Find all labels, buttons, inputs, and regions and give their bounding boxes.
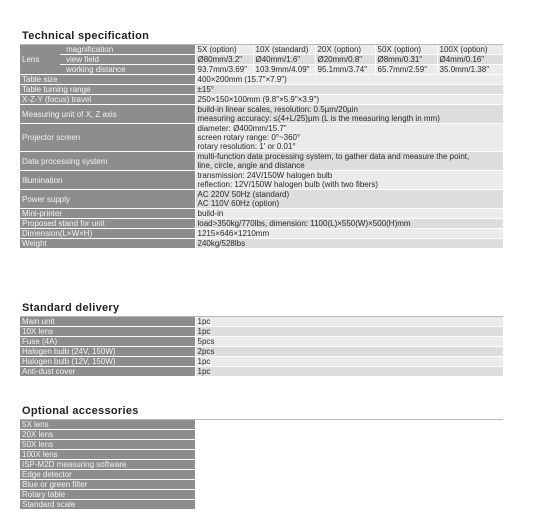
standard-delivery-title: Standard delivery	[22, 302, 120, 314]
lens-value: 20X (option)	[315, 45, 375, 55]
spec-value-line: AC 110V 60Hz (option)	[197, 199, 280, 208]
spec-value-line: 1215×646×1210mm	[197, 229, 270, 238]
accessory-row-fill	[195, 470, 503, 480]
spec-row	[20, 152, 503, 171]
spec-row	[20, 85, 503, 95]
delivery-item-quantity: 5pcs	[195, 337, 503, 347]
accessory-row	[20, 470, 503, 480]
delivery-item-quantity: 1pc	[195, 327, 503, 337]
spec-label: Data processing system	[20, 152, 195, 171]
delivery-item-label: Fuse (4A)	[20, 337, 195, 347]
accessory-row-fill	[195, 480, 503, 490]
delivery-item-label: Halogen bulb (12V, 150W)	[20, 357, 195, 367]
spec-value	[195, 229, 503, 239]
lens-value: 95.1mm/3.74"	[315, 65, 375, 75]
spec-value-line: transmission: 24V/150W halogen bulb	[197, 171, 333, 180]
spec-value	[195, 85, 503, 95]
spec-label: Table turning range	[20, 85, 195, 95]
accessory-row-fill	[195, 490, 503, 500]
spec-value	[195, 219, 503, 229]
lens-row-label: working distance	[60, 65, 195, 75]
spec-value	[195, 190, 503, 209]
spec-value-line: 240kg/528lbs	[197, 239, 246, 248]
delivery-item-label: Anti-dust cover	[20, 367, 195, 377]
spec-label: Weight	[20, 239, 195, 249]
spec-value-line: 250×150×100mm (9.8"×5.9"×3.9")	[197, 95, 319, 104]
spec-row	[20, 75, 503, 85]
spec-value	[195, 75, 503, 85]
spec-label: Mini-printer	[20, 209, 195, 219]
optional-accessories-table	[20, 420, 503, 510]
accessory-row-fill	[195, 430, 503, 440]
delivery-item-quantity: 1pc	[195, 317, 503, 327]
lens-value: Ø20mm/0.8"	[315, 55, 375, 65]
accessory-row	[20, 440, 503, 450]
spec-value-line: reflection: 12V/150W halogen bulb (with two fibers)	[197, 180, 379, 189]
spec-value-line: multi-function data processing system, to gather data and measure the point,	[197, 152, 470, 161]
lens-value: Ø80mm/3.2"	[195, 55, 253, 65]
spec-label: Proposed stand for unit	[20, 219, 195, 229]
accessory-item-label: 50X lens	[20, 440, 195, 450]
spec-row	[20, 219, 503, 229]
delivery-item-label: Halogen bulb (24V, 150W)	[20, 347, 195, 357]
accessory-item-label: Blue or green filter	[20, 480, 195, 490]
spec-value-line: build-in	[197, 209, 224, 218]
spec-row	[20, 229, 503, 239]
delivery-row	[20, 367, 503, 377]
lens-value: 65.7mm/2.59"	[375, 65, 437, 75]
optional-accessories-title: Optional accessories	[22, 405, 139, 417]
spec-value	[195, 152, 503, 171]
accessory-row	[20, 430, 503, 440]
spec-label: X-Z-Y (focus) travel	[20, 95, 195, 105]
accessory-item-label: 5X lens	[20, 420, 195, 430]
lens-value: 10X (standard)	[253, 45, 315, 55]
technical-spec-table	[20, 45, 503, 249]
lens-value: 35.0mm/1.38"	[437, 65, 503, 75]
accessory-item-label: 20X lens	[20, 430, 195, 440]
spec-value-line: build-in linear scales, resolution: 0.5µm/20µin	[197, 105, 358, 114]
accessory-row	[20, 450, 503, 460]
delivery-row	[20, 317, 503, 327]
spec-label: Dimension(L×W×H)	[20, 229, 195, 239]
lens-value: Ø4mm/0.16"	[437, 55, 503, 65]
spec-value-line: AC 220V 50Hz (standard)	[197, 190, 290, 199]
lens-value: 50X (option)	[375, 45, 437, 55]
lens-row-magnification	[20, 45, 503, 55]
accessory-item-label: ISP-M2D measuring software	[20, 460, 195, 470]
spec-value	[195, 171, 503, 190]
lens-value: 103.9mm/4.09"	[253, 65, 315, 75]
spec-row	[20, 190, 503, 209]
accessory-item-label: Standard scale	[20, 500, 195, 510]
spec-row	[20, 171, 503, 190]
spec-row	[20, 124, 503, 152]
technical-spec-title: Technical specification	[22, 30, 150, 42]
spec-value-line: diameter: Ø400mm/15.7"	[197, 124, 287, 133]
spec-label: Table size	[20, 75, 195, 85]
spec-row	[20, 95, 503, 105]
lens-value: 93.7mm/3.69"	[195, 65, 253, 75]
delivery-item-quantity: 2pcs	[195, 347, 503, 357]
spec-value	[195, 239, 503, 249]
delivery-row	[20, 327, 503, 337]
spec-label: Illumination	[20, 171, 195, 190]
spec-value	[195, 209, 503, 219]
delivery-item-quantity: 1pc	[195, 367, 503, 377]
accessory-item-label: 100X lens	[20, 450, 195, 460]
accessory-row	[20, 490, 503, 500]
lens-value: 100X (option)	[437, 45, 503, 55]
delivery-row	[20, 347, 503, 357]
accessory-item-label: Rotary table	[20, 490, 195, 500]
lens-value: Ø40mm/1.6"	[253, 55, 315, 65]
accessory-row-fill	[195, 440, 503, 450]
spec-value-line: line, circle, angle and distance	[197, 161, 305, 170]
delivery-item-label: 10X lens	[20, 327, 195, 337]
accessory-row	[20, 500, 503, 510]
spec-value-line: rotary resolution: 1' or 0.01°	[197, 142, 296, 151]
spec-value-line: ±15°	[197, 85, 214, 94]
accessory-row	[20, 460, 503, 470]
spec-row	[20, 209, 503, 219]
spec-label: Power supply	[20, 190, 195, 209]
lens-row-view-field	[20, 55, 503, 65]
accessory-item-label: Edge detector	[20, 470, 195, 480]
accessory-row-fill	[195, 420, 503, 430]
spec-value	[195, 95, 503, 105]
spec-value-line: screen rotary range: 0°~360°	[197, 133, 301, 142]
spec-value	[195, 124, 503, 152]
delivery-row	[20, 357, 503, 367]
lens-row-working-distance	[20, 65, 503, 75]
accessory-row-fill	[195, 460, 503, 470]
lens-row-label: magnification	[60, 45, 195, 55]
lens-row-label: view field	[60, 55, 195, 65]
spec-label: Measuring unit of X, Z axis	[20, 105, 195, 124]
spec-label: Projector screen	[20, 124, 195, 152]
spec-value	[195, 105, 503, 124]
standard-delivery-table	[20, 317, 503, 377]
spec-value-line: 400×200mm (15.7"×7.9")	[197, 75, 287, 84]
spec-row	[20, 239, 503, 249]
accessory-row-fill	[195, 500, 503, 510]
delivery-item-label: Main unit	[20, 317, 195, 327]
lens-value: 5X (option)	[195, 45, 253, 55]
spec-value-line: measuring accuracy: ≤(4+L/25)µm (L is the measuring length in mm)	[197, 114, 440, 123]
spec-row	[20, 105, 503, 124]
accessory-row-fill	[195, 450, 503, 460]
delivery-item-quantity: 1pc	[195, 357, 503, 367]
delivery-row	[20, 337, 503, 347]
accessory-row	[20, 480, 503, 490]
lens-value: Ø8mm/0.31"	[375, 55, 437, 65]
accessory-row	[20, 420, 503, 430]
technical-spec-rows	[20, 75, 503, 249]
spec-value-line: load>350kg/770lbs, dimension: 1100(L)×550(W)×500(H)mm	[197, 219, 411, 228]
lens-label: Lens	[20, 45, 60, 75]
